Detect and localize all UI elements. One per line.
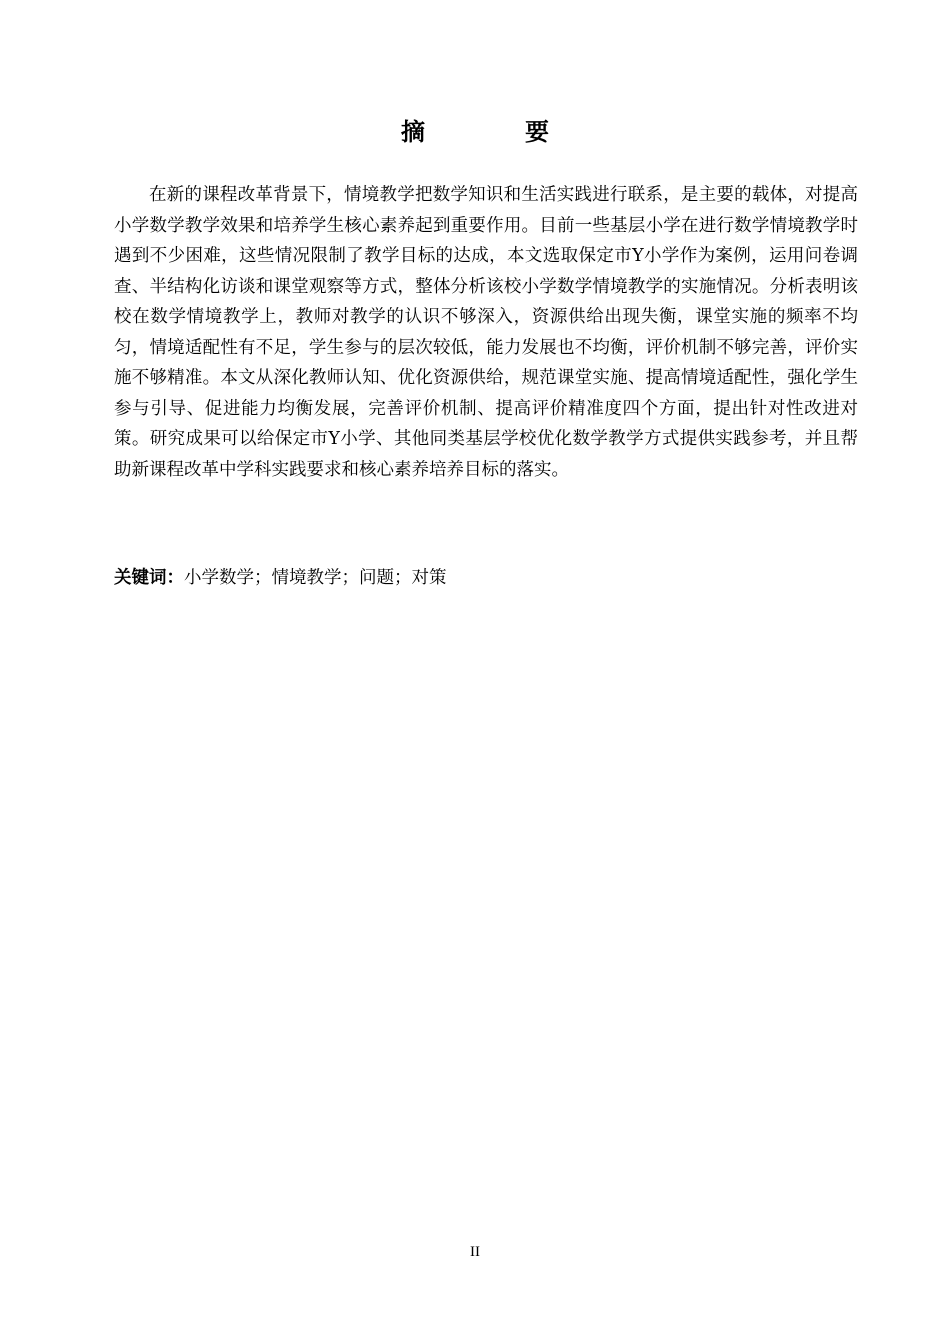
page-number: II: [470, 1244, 480, 1260]
keywords-label: 关键词：: [114, 568, 184, 588]
keywords-list: 小学数学；情境教学；问题；对策: [184, 568, 447, 588]
abstract-title: 摘 要: [401, 117, 587, 146]
keywords-line: [114, 564, 858, 592]
abstract-body: 在新的课程改革背景下，情境教学把数学知识和生活实践进行联系，是主要的载体，对提高小学数学教学效果和培养学生核心素养起到重要作用。目前一些基层小学在进行数学情境教学时遇到不少困难，这些情况限制了教学目标的达成，本文选取保定市Y小学作为案例，运用问卷调查、半结构化访谈和课堂观察等方式，整体分析该校小学数学情境教学的实施情况。分析表明该校在数学情境教学上，教师对教学的认识不够深入，资源供给出现失衡，课堂实施的频率不均匀，情境适配性有不足，学生参与的层次较低，能力发展也不均衡，评价机制不够完善，评价实施不够精准。本文从深化教师认知、优化资源供给，规范课堂实施、提高情境适配性，强化学生参与引导、促进能力均衡发展，完善评价机制、提高评价精准度四个方面，提出针对性改进对策。研究成果可以给保定市Y小学、其他同类基层学校优化数学教学方式提供实践参考，并且帮助新课程改革中学科实践要求和核心素养培养目标的落实。: [114, 185, 858, 480]
